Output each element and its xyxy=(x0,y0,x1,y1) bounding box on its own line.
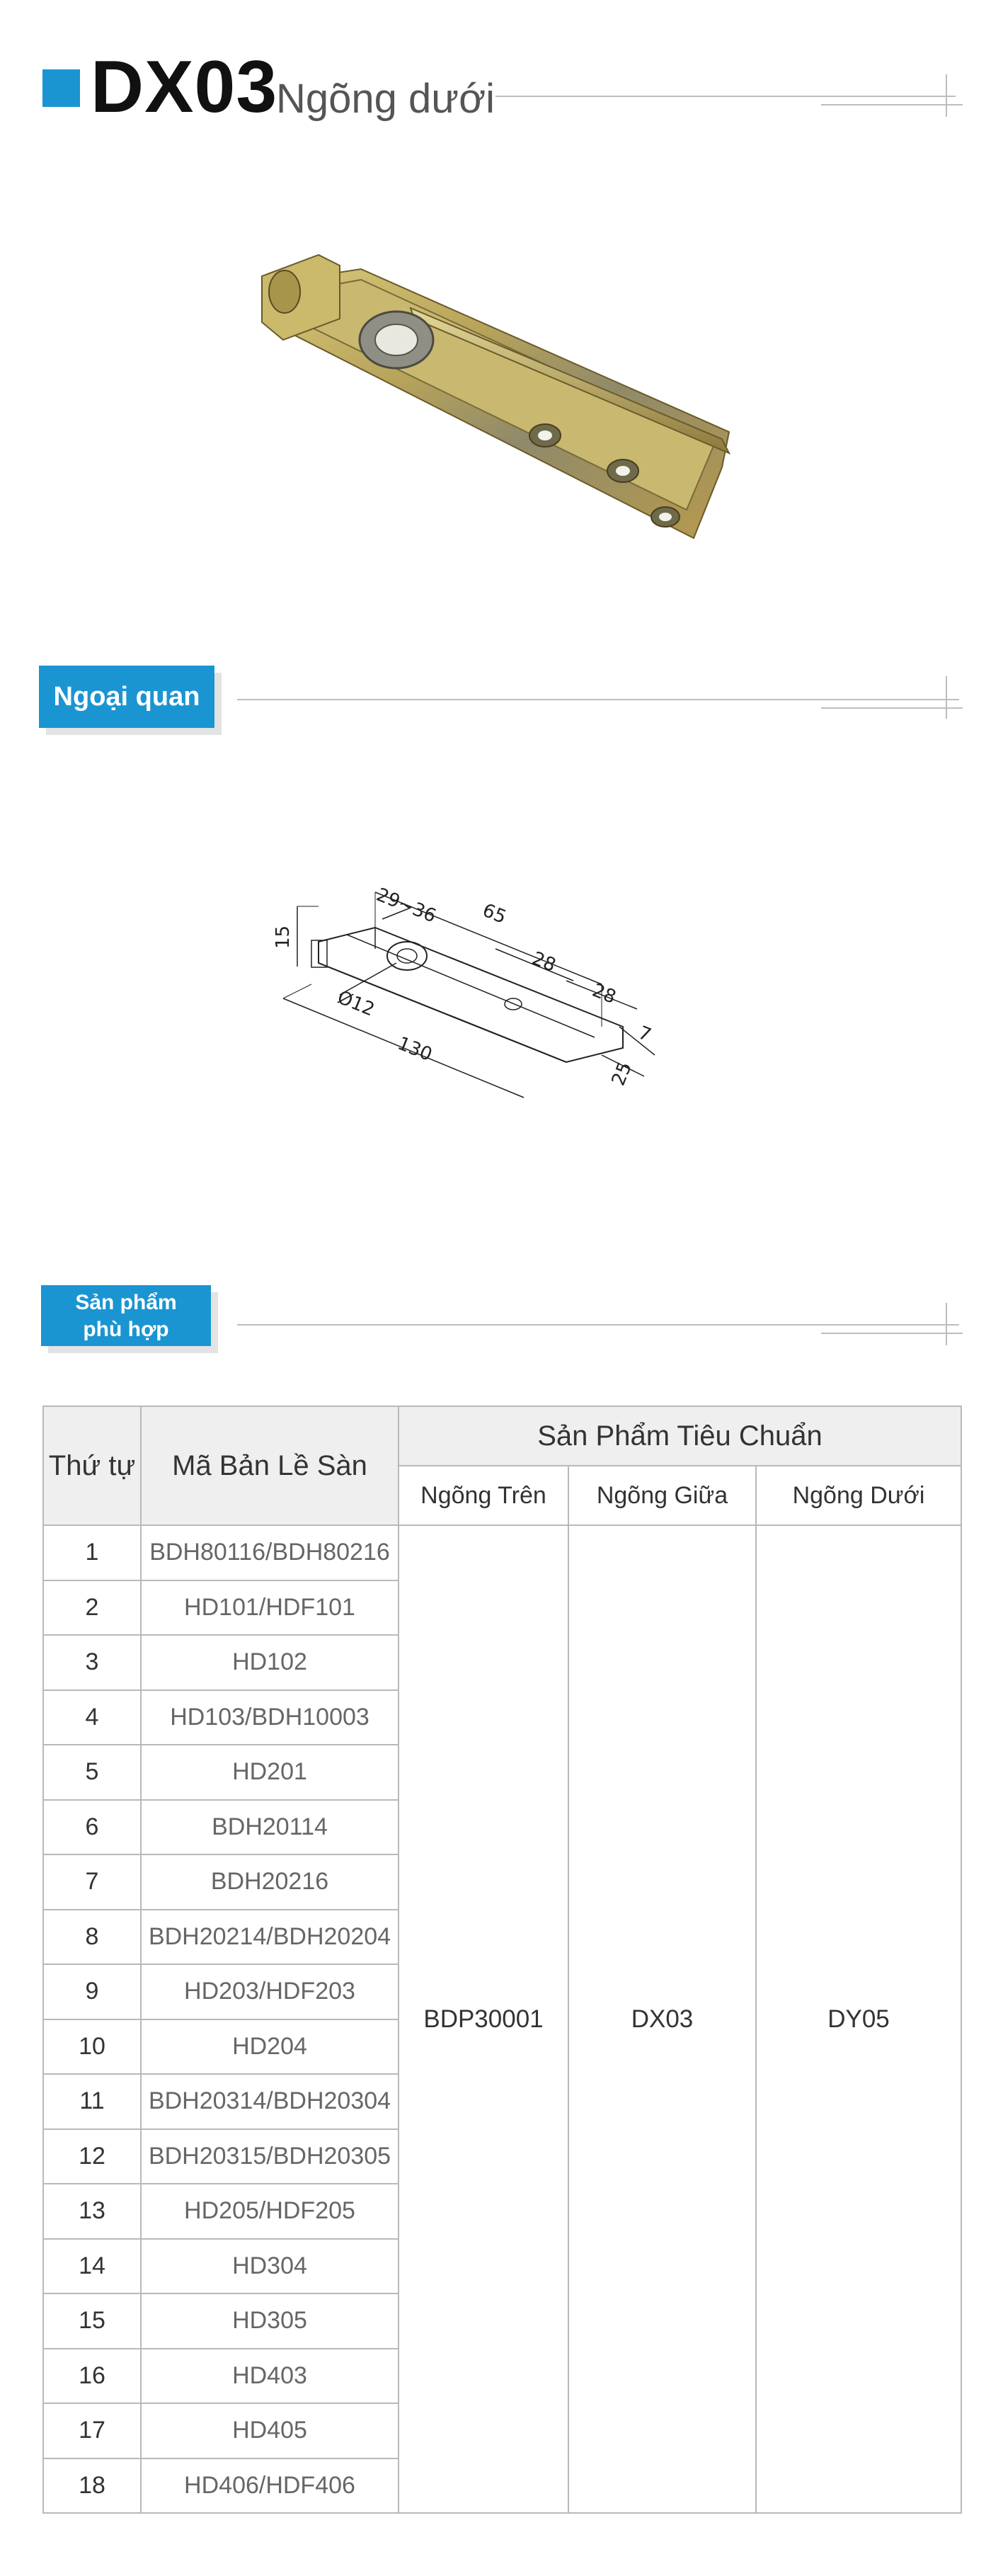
compatible-products-section-label xyxy=(41,1285,211,1346)
row-hinge-code: HD201 xyxy=(141,1745,399,1800)
dim-28a: 28 xyxy=(529,947,559,976)
header-divider-vtick xyxy=(946,74,947,117)
row-order: 3 xyxy=(43,1635,141,1690)
product-name: Ngõng dưới xyxy=(276,76,495,122)
row-order: 7 xyxy=(43,1854,141,1910)
row-order: 17 xyxy=(43,2403,141,2458)
appearance-section-label: Ngoại quan xyxy=(39,666,214,728)
row-order: 14 xyxy=(43,2239,141,2294)
col-header-standard: Sản Phẩm Tiêu Chuẩn xyxy=(399,1406,961,1466)
row-hinge-code: BDH20214/BDH20204 xyxy=(141,1910,399,1965)
product-code: DX03 xyxy=(91,46,278,128)
col-header-middle: Ngõng Giữa xyxy=(568,1466,756,1525)
row-order: 9 xyxy=(43,1964,141,2019)
dim-15: 15 xyxy=(273,925,294,949)
row-hinge-code: HD304 xyxy=(141,2239,399,2294)
row-hinge-code: HD203/HDF203 xyxy=(141,1964,399,2019)
header-divider-tick xyxy=(821,104,963,106)
dim-65: 65 xyxy=(479,899,510,928)
row-order: 18 xyxy=(43,2458,141,2514)
row-hinge-code: HD406/HDF406 xyxy=(141,2458,399,2514)
row-order: 4 xyxy=(43,1690,141,1745)
dim-130: 130 xyxy=(394,1032,435,1066)
standard-middle-value: DX03 xyxy=(568,1525,756,2513)
row-hinge-code: HD103/BDH10003 xyxy=(141,1690,399,1745)
standard-bottom-value: DY05 xyxy=(756,1525,961,2513)
compatible-products-label-line1: Sản phẩm xyxy=(75,1291,177,1314)
row-order: 10 xyxy=(43,2019,141,2075)
dim-7: 7 xyxy=(635,1022,654,1047)
table-row xyxy=(43,1525,961,1580)
col-header-hinge-code: Mã Bản Lề Sàn xyxy=(141,1406,399,1525)
appearance-divider-vtick xyxy=(946,676,947,719)
header-divider xyxy=(495,96,956,97)
technical-drawing xyxy=(269,850,680,1133)
appearance-divider xyxy=(237,699,959,700)
row-order: 16 xyxy=(43,2349,141,2404)
compatibility-table xyxy=(42,1406,962,2514)
row-hinge-code: HD403 xyxy=(141,2349,399,2404)
row-order: 13 xyxy=(43,2184,141,2239)
row-hinge-code: BDH80116/BDH80216 xyxy=(141,1525,399,1580)
row-order: 15 xyxy=(43,2293,141,2349)
dim-29-36: 29~36 xyxy=(373,884,440,928)
col-header-top: Ngõng Trên xyxy=(399,1466,568,1525)
products-divider xyxy=(237,1324,959,1326)
title-square-marker xyxy=(42,69,80,107)
compatible-products-label-line2: phù hợp xyxy=(83,1318,169,1341)
row-order: 2 xyxy=(43,1580,141,1636)
appearance-divider-tick xyxy=(821,707,963,709)
row-hinge-code: HD305 xyxy=(141,2293,399,2349)
row-hinge-code: BDH20216 xyxy=(141,1854,399,1910)
row-order: 8 xyxy=(43,1910,141,1965)
row-order: 1 xyxy=(43,1525,141,1580)
dim-diameter-12: Ø12 xyxy=(334,986,378,1021)
row-order: 5 xyxy=(43,1745,141,1800)
products-divider-vtick xyxy=(946,1303,947,1345)
row-hinge-code: HD405 xyxy=(141,2403,399,2458)
page-header xyxy=(42,42,963,128)
row-order: 12 xyxy=(43,2129,141,2184)
row-hinge-code: BDH20314/BDH20304 xyxy=(141,2074,399,2129)
row-hinge-code: BDH20114 xyxy=(141,1800,399,1855)
products-divider-tick xyxy=(821,1333,963,1334)
col-header-order: Thứ tự xyxy=(43,1406,141,1525)
row-hinge-code: HD205/HDF205 xyxy=(141,2184,399,2239)
col-header-bottom: Ngõng Dưới xyxy=(756,1466,961,1525)
standard-top-value: BDP30001 xyxy=(399,1525,568,2513)
row-order: 11 xyxy=(43,2074,141,2129)
row-order: 6 xyxy=(43,1800,141,1855)
product-photo xyxy=(241,241,750,566)
dim-28b: 28 xyxy=(589,979,619,1008)
row-hinge-code: BDH20315/BDH20305 xyxy=(141,2129,399,2184)
dim-25: 25 xyxy=(607,1059,636,1089)
row-hinge-code: HD204 xyxy=(141,2019,399,2075)
row-hinge-code: HD102 xyxy=(141,1635,399,1690)
row-hinge-code: HD101/HDF101 xyxy=(141,1580,399,1636)
